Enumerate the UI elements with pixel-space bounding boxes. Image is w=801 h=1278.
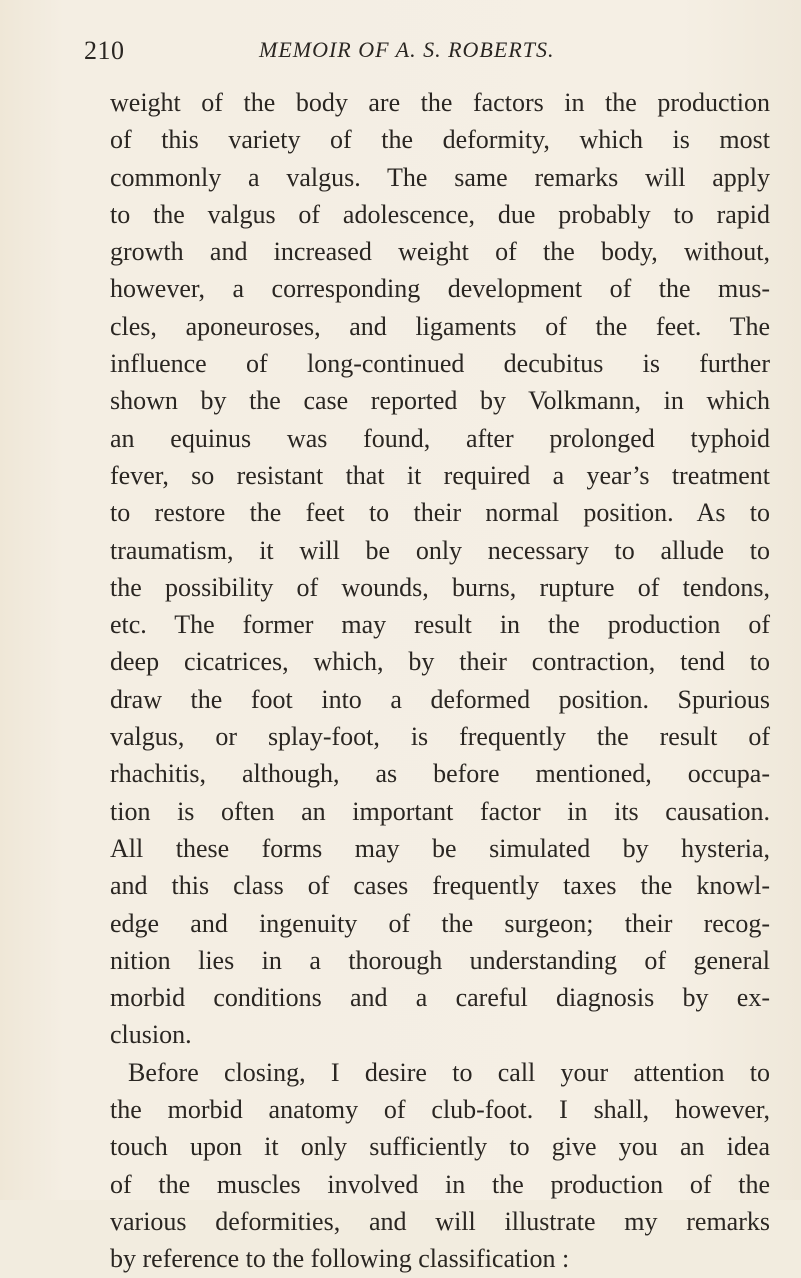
text-line: the possibility of wounds, burns, rupture of tendons,	[110, 572, 770, 602]
text-line: to the valgus of adolescence, due probably to rapid	[110, 199, 770, 229]
text-line: traumatism, it will be only necessary to allude to	[110, 535, 770, 565]
text-line: to restore the feet to their normal position. As to	[110, 498, 770, 528]
text-line: rhachitis, although, as before mentioned, occupa-	[110, 759, 770, 789]
text-line: draw the foot into a deformed position. Spurious	[110, 684, 770, 714]
text-line: nition lies in a thorough understanding of general	[110, 945, 770, 975]
text-line: various deformities, and will illustrate my remarks	[110, 1206, 770, 1236]
page-number: 210	[84, 36, 125, 65]
text-line: cles, aponeuroses, and ligaments of the feet. The	[110, 311, 770, 341]
header-title: MEMOIR OF A. S. ROBERTS.	[259, 37, 555, 62]
text-line: touch upon it only sufficiently to give you an idea	[110, 1132, 770, 1162]
text-line: etc. The former may result in the production of	[110, 610, 770, 640]
text-line: of the muscles involved in the production of the	[110, 1169, 770, 1199]
text-line: clusion.	[110, 1020, 192, 1050]
text-line: morbid conditions and a careful diagnosis by ex-	[110, 983, 770, 1013]
text-line: influence of long-continued decubitus is further	[110, 349, 770, 379]
text-line: of this variety of the deformity, which is most	[110, 125, 770, 155]
text-line: an equinus was found, after prolonged typhoid	[110, 423, 770, 453]
text-line: deep cicatrices, which, by their contraction, tend to	[110, 647, 770, 677]
text-line: All these forms may be simulated by hysteria,	[110, 833, 770, 863]
running-header	[84, 36, 774, 68]
text-line: Before closing, I desire to call your attention to	[128, 1057, 770, 1087]
text-line: fever, so resistant that it required a year’s treatment	[110, 460, 770, 490]
text-line: tion is often an important factor in its causation.	[110, 796, 770, 826]
text-line: shown by the case reported by Volkmann, in which	[110, 386, 770, 416]
text-line: valgus, or splay-foot, is frequently the result of	[110, 722, 770, 752]
body-text	[110, 84, 770, 1278]
text-line: growth and increased weight of the body, without,	[110, 237, 770, 267]
text-line: however, a corresponding development of the mus-	[110, 274, 770, 304]
text-line: the morbid anatomy of club-foot. I shall, however,	[110, 1095, 770, 1125]
text-line: by reference to the following classification :	[110, 1244, 570, 1274]
text-line: and this class of cases frequently taxes the knowl-	[110, 871, 770, 901]
text-line: commonly a valgus. The same remarks will apply	[110, 162, 770, 192]
text-line: edge and ingenuity of the surgeon; their recog-	[110, 908, 770, 938]
text-line: weight of the body are the factors in the production	[110, 88, 770, 117]
